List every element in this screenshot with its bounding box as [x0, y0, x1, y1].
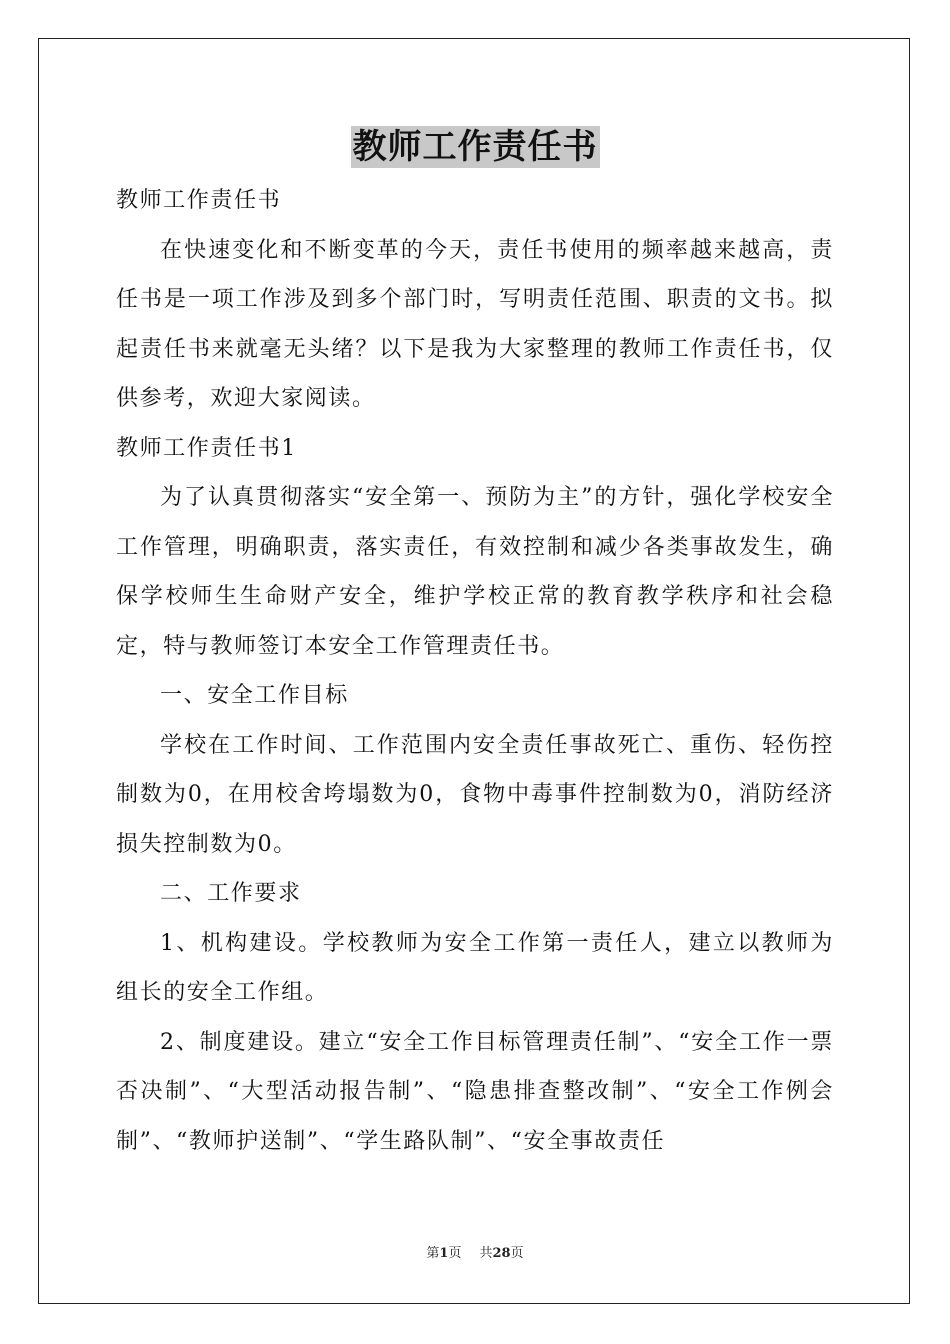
page-suffix: 页 [448, 1246, 462, 1261]
body-paragraph: 学校在工作时间、工作范围内安全责任事故死亡、重伤、轻伤控制数为0，在用校舍垮塌数为0，食物中毒事件控制数为0，消防经济损失控制数为0。 [116, 732, 834, 857]
page-number: 1 [439, 1246, 449, 1261]
total-prefix: 共 [479, 1246, 493, 1261]
document-body [116, 176, 834, 1166]
section-heading: 教师工作责任书 [116, 188, 282, 213]
intro-paragraph: 在快速变化和不断变革的今天，责任书使用的频率越来越高，责任书是一项工作涉及到多个部门时，写明责任范围、职责的文书。拟起责任书来就毫无头绪？以下是我为大家整理的教师工作责任书，仅供参考，欢迎大家阅读。 [116, 237, 834, 411]
subsection-heading: 一、安全工作目标 [160, 683, 349, 708]
body-paragraph: 为了认真贯彻落实“安全第一、预防为主”的方针，强化学校安全工作管理，明确职责，落实责任，有效控制和减少各类事故发生，确保学校师生生命财产安全，维护学校正常的教育教学秩序和社会稳定，特与教师签订本安全工作管理责任书。 [116, 485, 834, 659]
section-heading: 教师工作责任书1 [116, 435, 297, 461]
page-total: 28 [492, 1246, 511, 1261]
document-title: 教师工作责任书 [352, 127, 598, 167]
body-paragraph: 1、机构建设。学校教师为安全工作第一责任人，建立以教师为组长的安全工作组。 [116, 930, 834, 1005]
total-suffix: 页 [510, 1246, 524, 1261]
subsection-heading: 二、工作要求 [160, 881, 302, 906]
page-prefix: 第 [426, 1246, 440, 1261]
page-footer [0, 1244, 950, 1264]
title-wrap [0, 126, 950, 168]
body-paragraph: 2、制度建设。建立“安全工作目标管理责任制”、“安全工作一票否决制”、“大型活动报告制”、“隐患排查整改制”、“安全工作例会制”、“教师护送制”、“学生路队制”、“安全事故责任 [116, 1029, 834, 1154]
